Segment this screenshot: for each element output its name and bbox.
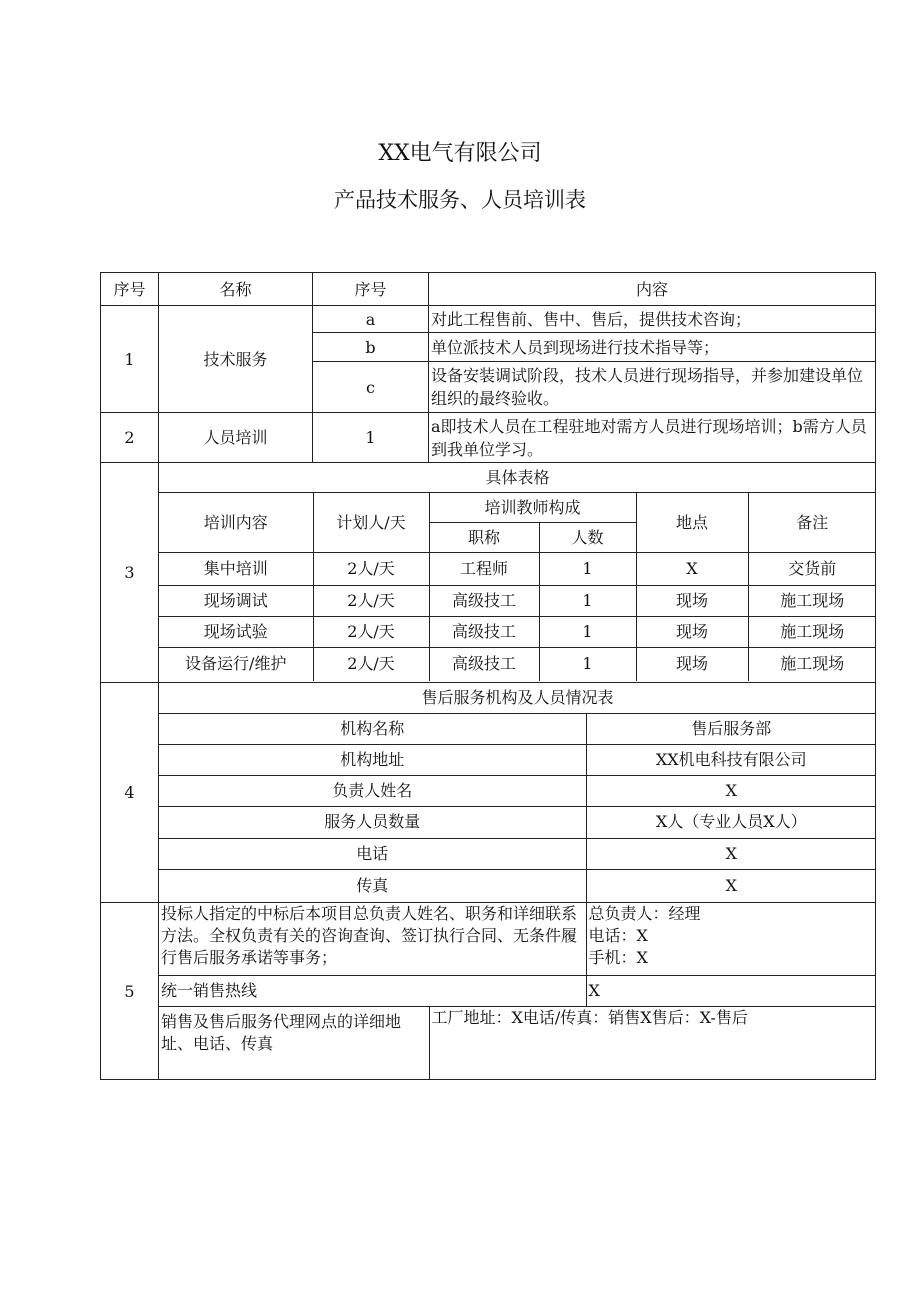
section4-title: 售后服务机构及人员情况表	[159, 683, 876, 713]
table-row	[101, 463, 876, 683]
cell-title: 高级技工	[429, 586, 539, 617]
sales-hotline-label: 统一销售热线	[159, 975, 586, 1006]
col-teacher: 培训教师构成	[429, 493, 636, 523]
section1-name: 技术服务	[159, 306, 313, 413]
table-row	[159, 648, 876, 681]
service-training-table	[100, 272, 876, 1080]
section2-seq: 1	[313, 413, 429, 463]
org-label: 电话	[159, 838, 586, 869]
cell-title: 工程师	[429, 553, 539, 586]
project-manager-contact	[586, 903, 875, 975]
table-row	[101, 683, 876, 903]
table-row	[159, 806, 876, 838]
cell-place: 现场	[636, 617, 748, 648]
table-row	[159, 775, 876, 806]
cell-title: 高级技工	[429, 648, 539, 681]
table-row	[101, 306, 876, 333]
cell-plan: 2人/天	[313, 586, 429, 617]
section5-no: 5	[101, 903, 159, 1080]
cell-note: 施工现场	[748, 648, 876, 681]
header-row	[101, 273, 876, 306]
col-training-content: 培训内容	[159, 493, 313, 553]
table-row	[159, 975, 876, 1006]
table-row	[159, 838, 876, 869]
table-row	[159, 553, 876, 586]
col-place: 地点	[636, 493, 748, 553]
cell-count: 1	[539, 586, 636, 617]
cell-note: 施工现场	[748, 617, 876, 648]
table-row	[159, 869, 876, 902]
section1-item-key: c	[313, 362, 429, 413]
section1-item-text: 单位派技术人员到现场进行技术指导等；	[429, 333, 876, 362]
section1-item-text: 设备安装调试阶段，技术人员进行现场指导，并参加建设单位组织的最终验收。	[429, 362, 876, 413]
cell-count: 1	[539, 648, 636, 681]
section4-no: 4	[101, 683, 159, 903]
cell-content: 集中培训	[159, 553, 313, 586]
section1-item-text: 对此工程售前、售中、售后，提供技术咨询；	[429, 306, 876, 333]
cell-note: 交货前	[748, 553, 876, 586]
cell-content: 现场调试	[159, 586, 313, 617]
cell-content: 现场试验	[159, 617, 313, 648]
cell-count: 1	[539, 553, 636, 586]
org-label: 传真	[159, 869, 586, 902]
table-row	[101, 413, 876, 463]
cell-title: 高级技工	[429, 617, 539, 648]
header-content: 内容	[429, 273, 876, 306]
org-label: 机构地址	[159, 744, 586, 775]
sales-hotline-value: X	[586, 975, 875, 1006]
manager-phone-line: 电话：X	[588, 926, 648, 945]
cell-place: 现场	[636, 648, 748, 681]
manager-mobile-line: 手机：X	[588, 948, 648, 967]
section2-name: 人员培训	[159, 413, 313, 463]
table-row	[159, 744, 876, 775]
project-manager-desc: 投标人指定的中标后本项目总负责人姓名、职务和详细联系方法。全权负责有关的咨询查询、签订执行合同、无条件履行售后服务承诺等事务；	[159, 903, 586, 975]
header-seq2: 序号	[313, 273, 429, 306]
table-row	[159, 903, 876, 975]
col-title: 职称	[429, 523, 539, 553]
org-value: X人（专业人员X人）	[586, 806, 876, 838]
cell-count: 1	[539, 617, 636, 648]
cell-plan: 2人/天	[313, 648, 429, 681]
table-row	[159, 713, 876, 744]
manager-line: 总负责人：经理	[588, 904, 701, 923]
cell-place: X	[636, 553, 748, 586]
header-name: 名称	[159, 273, 313, 306]
cell-plan: 2人/天	[313, 617, 429, 648]
cell-content: 设备运行/维护	[159, 648, 313, 681]
contact-table	[159, 903, 876, 1079]
org-value: X	[586, 775, 876, 806]
company-title: XX电气有限公司	[378, 141, 542, 166]
cell-place: 现场	[636, 586, 748, 617]
table-row	[159, 586, 876, 617]
org-label: 服务人员数量	[159, 806, 586, 838]
section2-no: 2	[101, 413, 159, 463]
org-value: X	[586, 869, 876, 902]
agent-network-value: 工厂地址：X电话/传真：销售X售后：X-售后	[429, 1006, 876, 1079]
section1-item-key: a	[313, 306, 429, 333]
header-seq: 序号	[101, 273, 159, 306]
col-plan: 计划人/天	[313, 493, 429, 553]
cell-note: 施工现场	[748, 586, 876, 617]
col-count: 人数	[539, 523, 636, 553]
section1-no: 1	[101, 306, 159, 413]
section3-title: 具体表格	[159, 465, 876, 493]
training-detail-table	[159, 465, 876, 681]
cell-plan: 2人/天	[313, 553, 429, 586]
agent-network-label: 销售及售后服务代理网点的详细地址、电话、传真	[159, 1006, 429, 1079]
after-sales-org-table	[159, 683, 876, 902]
section3-no: 3	[101, 463, 159, 683]
section2-text: a即技术人员在工程驻地对需方人员进行现场培训；b需方人员到我单位学习。	[429, 413, 876, 463]
org-value: X	[586, 838, 876, 869]
org-value: XX机电科技有限公司	[586, 744, 876, 775]
org-label: 机构名称	[159, 713, 586, 744]
form-subtitle: 产品技术服务、人员培训表	[334, 188, 586, 212]
table-row	[159, 1006, 876, 1079]
section1-item-key: b	[313, 333, 429, 362]
org-value: 售后服务部	[586, 713, 876, 744]
org-label: 负责人姓名	[159, 775, 586, 806]
table-row	[159, 617, 876, 648]
table-row	[101, 903, 876, 1080]
col-note: 备注	[748, 493, 876, 553]
